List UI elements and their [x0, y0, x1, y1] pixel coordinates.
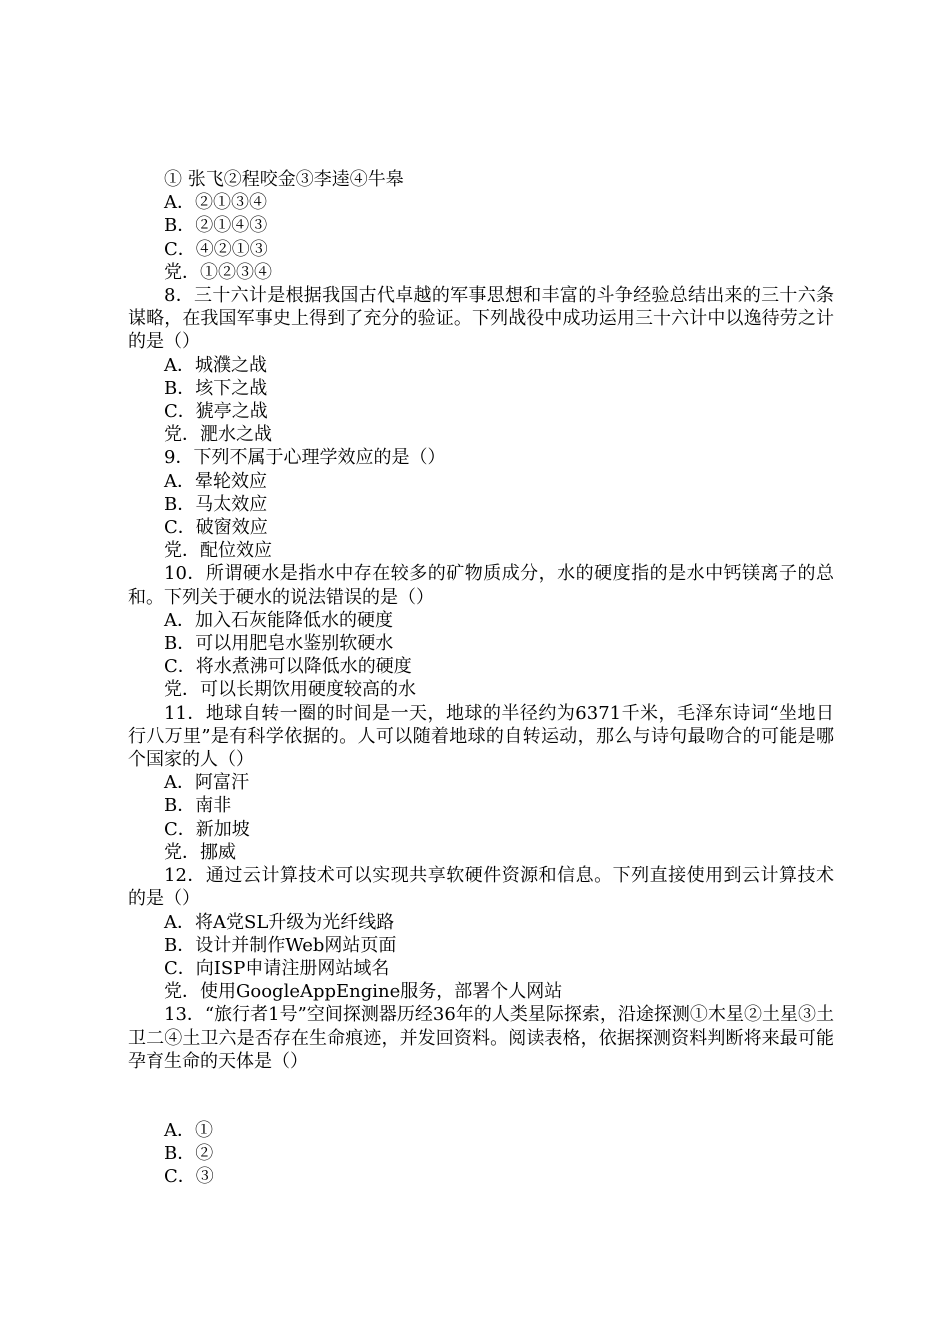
question-stem: 10．所谓硬水是指水中存在较多的矿物质成分，水的硬度指的是水中钙镁离子的总和。下列关于硬水的说法错误的是（） [128, 563, 834, 608]
option-a: A．加入石灰能降低水的硬度 [164, 609, 393, 631]
question-13 [128, 1003, 834, 1188]
option-b: B．南非 [164, 795, 232, 817]
option-a: A．阿富汗 [164, 772, 249, 794]
option-b: B．可以用肥皂水鉴别软硬水 [164, 633, 394, 655]
option-b: B．② [164, 1143, 214, 1165]
question-10 [128, 562, 834, 701]
option-c: C．猇亭之战 [164, 401, 268, 423]
option-b: B．②①④③ [164, 215, 268, 237]
question-stem: 13．“旅行者1号”空间探测器历经36年的人类星际探索，沿途探测①木星②土星③土卫二④土卫六是否存在生命痕迹，并发回资料。阅读表格，依据探测资料判断将来最可能孕育生命的天体是（） [128, 1004, 834, 1072]
option-a: A．将A党SL升级为光纤线路 [164, 911, 395, 933]
option-d: 党．可以长期饮用硬度较高的水 [164, 679, 416, 701]
document-body [128, 168, 834, 1189]
question-11 [128, 702, 834, 864]
option-a: A．① [164, 1119, 213, 1141]
answer-items-line: ① 张飞②程咬金③李逵④牛皋 [164, 169, 404, 190]
option-b: B．马太效应 [164, 493, 268, 515]
question-12 [128, 864, 834, 1003]
option-a: A．城濮之战 [164, 354, 267, 376]
question-stem: 12．通过云计算技术可以实现共享软硬件资源和信息。下列直接使用到云计算技术的是（） [128, 865, 834, 910]
option-c: C．新加坡 [164, 818, 250, 840]
question-stem: 8．三十六计是根据我国古代卓越的军事思想和丰富的斗争经验总结出来的三十六条谋略，在我国军事史上得到了充分的验证。下列战役中成功运用三十六计中以逸待劳之计的是（） [128, 285, 834, 353]
option-d: 党．淝水之战 [164, 424, 272, 446]
question-stem: 9．下列不属于心理学效应的是（） [164, 447, 446, 469]
option-b: B．设计并制作Web网站页面 [164, 934, 397, 956]
table-placeholder-space [128, 1073, 834, 1119]
option-d: 党．配位效应 [164, 540, 272, 562]
option-c: C．向ISP申请注册网站域名 [164, 957, 390, 979]
option-d: 党．挪威 [164, 841, 236, 863]
option-d: 党．①②③④ [164, 261, 272, 283]
option-c: C．④②①③ [164, 238, 268, 260]
option-c: C．破窗效应 [164, 517, 268, 539]
option-a: A．②①③④ [164, 192, 267, 214]
question-stem: 11．地球自转一圈的时间是一天，地球的半径约为6371千米，毛泽东诗词“坐地日行八万里”是有科学依据的。人可以随着地球的自转运动，那么与诗句最吻合的可能是哪个国家的人（） [128, 702, 834, 771]
question-8 [128, 284, 834, 446]
option-c: C．将水煮沸可以降低水的硬度 [164, 656, 412, 678]
option-a: A．晕轮效应 [164, 470, 267, 492]
option-d: 党．使用GoogleAppEngine服务，部署个人网站 [164, 981, 563, 1003]
option-c: C．③ [164, 1166, 214, 1188]
question-9 [128, 446, 834, 562]
option-b: B．垓下之战 [164, 377, 268, 399]
